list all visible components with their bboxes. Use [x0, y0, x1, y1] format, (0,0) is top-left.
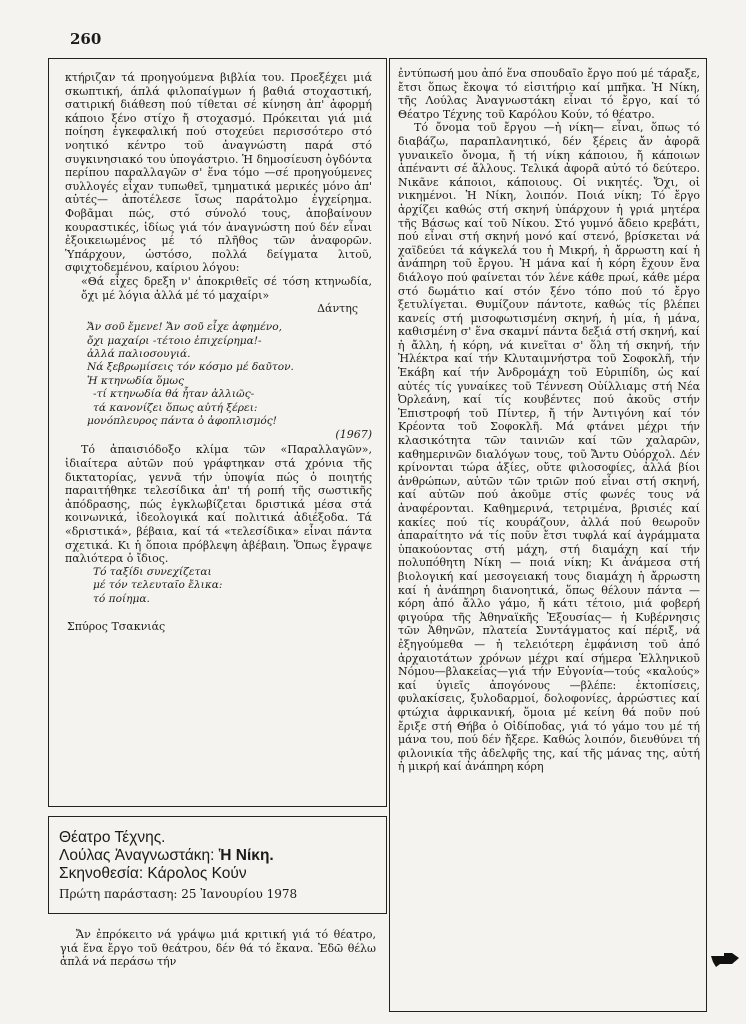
review-paragraph: κτήριζαν τά προηγούμενα βιβλία του. Προεξέχει μιά σκωπτική, άπλά φιλοπαίγμων ή βαθιά στοχαστική, σατιρική διάθεση πού τίθεται σέ κίνηση ἀπ' ἀφορμή κάποιο ξένο στίχο ἤ στοχασμό. Πρόκειται γιά μιά ποίηση ἐγκεφαλική πού στοχεύει περισσότερο στό νοητικό κέντρο τοῦ ἀναγνώστη παρά στό συγκινησιακό του ὑπογάστριο. Ἡ δημοσίευση ὀγδόντα περίπου παραλλαγῶν σ' ἕνα τόμο —σέ προηγούμενες συλλογές εἶχαν τυπωθεῖ, τμηματικά μερικές μόνο ἀπ' αὐτές— ἀποτέλεσε ἴσως παράτολμο ἐγχείρημα. Φοβᾶμαι πώς, στό σύνολό τους, ἀποβαίνουν κουραστικές, ἰδίως γιά τόν ἀναγνώστη πού δέν εἶναι ἐξοικειωμένος μέ τό πλῆθος τῶν ἀναφορῶν. Ὑπάρχουν, ὡστόσο, πολλά δείγματα λιτοῦ, σφιχτοδεμένου, καίριου λόγου: [65, 71, 372, 275]
premiere-date: Πρώτη παράσταση: 25 Ἰανουρίου 1978 [59, 887, 298, 901]
poem [87, 321, 372, 428]
poem-line: ὄχι μαχαίρι -τέτοιο ἐπιχείρημα!- [87, 334, 262, 347]
signature: Σπύρος Τσακνιάς [67, 619, 166, 633]
article-intro: Ἄν ἐπρόκειτο νά γράψω μιά κριτική γιά τό θέατρο, γιά ἕνα ἔργο τοῦ θεάτρου, δέν θά τό ἔκανα. Ἐδῶ θέλω ἁπλά νά περάσω τήν [60, 928, 376, 969]
article-paragraph: ἐντύπωσή μου ἀπό ἕνα σπουδαῖο ἔργο πού μέ τάραξε, ἔτσι ὅπως ἔκοψα τό εἰσιτήριο καί μπῆκα. Ἡ Νίκη, τῆς Λούλας Ἀναγνωστάκη εἶναι τό ἔργο, καί τό Θέατρο Τέχνης τοῦ Καρόλου Κούν, τό θέατρο. [398, 67, 700, 121]
page-number: 260 [70, 30, 102, 48]
theatre-name: Θέατρο Τέχνης. [59, 829, 166, 846]
director: Σκηνοθεσία: Κάρολος Κούν [59, 865, 247, 882]
right-column [389, 58, 707, 1012]
poem-line: τό ποίημα. [93, 592, 150, 605]
poem-line: μέ τόν τελευταῖο ἔλικα: [93, 579, 223, 592]
poem-line: μονόπλευρος πάντα ὁ ἀφοπλισμός! [87, 414, 277, 427]
poem-line: Νά ξεβρωμίσεις τόν κόσμο μέ δαῦτον. [87, 361, 294, 374]
poem-line: τά κανονίζει ὅπως αὐτή ξέρει: [93, 401, 258, 414]
title-box [48, 816, 387, 914]
play-title [59, 847, 376, 865]
poem-line: Ἄν σοῦ ἔμενε! Ἄν σοῦ εἶχε ἀφημένο, [87, 321, 282, 334]
review-box [48, 58, 387, 807]
bottom-left-text [60, 928, 376, 969]
dante-quote: «Θά εἶχες δρεξη ν' ἀποκριθεῖς σέ τόση κτηνωδία, ὄχι μέ λόγια ἀλλά μέ τό μαχαίρι» [81, 274, 372, 302]
poem-line: Ἡ κτηνωδία ὅμως [87, 374, 184, 387]
play-name: Ἡ Νίκη. [218, 847, 274, 864]
poem-line: ἀλλά παλιοσουγιά. [87, 347, 191, 360]
play-author: Λούλας Ἀναγνωστάκη: [59, 847, 219, 864]
closing-paragraph: Τό ἀπαισιόδοξο κλίμα τῶν «Παραλλαγῶν», ἰδιαίτερα αὐτῶν πού γράφτηκαν στά χρόνια τῆς δικτατορίας, γεννᾶ τήν ὑποψία πώς ὁ ποιητής παραιτήθηκε τελεσίδικα ἀπ' τή ροπή τῆς σωστικῆς ἀπόδρασης, πώς ἐγκλωβίζεται δριστικά μέσα στά κοινωνικά, ἰδεολογικά καί πολιτικά ἀδιέξοδα. Τά «δριστικά», βέβαια, καί τά «τελεσίδικα» εἶναι πάντα σχετικά. Κι ἡ ὅποια πρόβλεψη ἀβέβαιη. Ὅπως ἔγραψε παλιότερα ὁ ἴδιος. [65, 443, 372, 566]
short-poem [93, 566, 372, 606]
poem-line: Τό ταξίδι συνεχίζεται [93, 565, 212, 578]
article-paragraph: Τό ὄνομα τοῦ ἔργου —ἡ νίκη— εἶναι, ὅπως τό διαβάζω, παραπλανητικό, δέν ξέρεις ἄν ἀφορᾶ γυναικεῖο ὄνομα, ἤ τή νίκη κάποιου, ἤ κάποιων ἀπέναντι σέ ἄλλους. Τελικά ἀφορᾶ αὐτό τό δεύτερο. Νικᾶνε κάποιοι, κάποιους. Οἱ νικητές. Ὄχι, οἱ νικημένοι. Ἡ Νίκη, λοιπόν. Ποιά νίκη; Τό ἔργο ἀρχίζει καθώς στή σκηνή ὑπάρχουν ἡ γριά μητέρα τῆς Βάσως καί τοῦ Νίκου. Στό γυμνό ἄδειο κρεβάτι, πού εἶναι στή σκηνή μονό καί στενό, βρίσκεται νά χαϊδεύει τά κάγκελά του ἡ Μικρή, ἡ ἄρρωστη καί ἡ ἀνάπηρη τοῦ ἔργου. Ἡ μάνα καί ἡ κόρη ἔχουν ἕνα διάλογο πού φαίνεται τόν λένε κάθε πρωί, κάθε μέρα στό δωμάτιο καί στόν ξένο τόπο πού τό ἔργο ξετυλίγεται. Θυμίζουν πάντοτε, καθώς τίς βλέπει κανείς στή μισοφωτισμένη σκηνή, ἡ μία, ἡ μάνα, καθισμένη σ' ἕνα σκαμνί πάντα δεξιά στή σκηνή, καί ἡ ἄλλη, ἡ κόρη, νά κινεῖται σ' ὅλη τή σκηνή, τήν Ἠλέκτρα καί τήν Κλυταιμνήστρα τοῦ Σοφοκλῆ, τήν Ἑκάβη καί τήν Ἀνδρομάχη τοῦ Εὐριπίδη, ὡς καί αὐτές τίς γυναίκες τοῦ Τέννεση Οὐίλλιαμς στή Νέα Ὀρλεάνη, καί τίς κουβέντες πού ἀκοῦς στήν Ἐπιστροφή τοῦ Πίντερ, ἤ τήν Ἀντιγόνη καί τόν Κρέοντα τοῦ Σοφοκλῆ. Μά φτάνει μέχρι τήν κλασικότητα τῶν ταινιῶν καί τῶν χαλαρῶν, καθημερινῶν διαλόγων τους, τοῦ Ἄντυ Οὐόρχολ. Δέν κρίνονται τώρα ἀξίες, οὔτε φιλοσοφίες, ἀλλά βίοι ἀνθρώπων, αὐτῶν τῶν τριῶν πού εἶναι στή σκηνή, καί αὐτῶν πού ἀκοῦμε στίς φωνές τους νά ἀναφέρονται. Καθημερινά, τετριμένα, βρισιές καί κακίες πού τίς κουράζουν, ἀλλά πού θεωροῦν ἀπαραίτητο νά τίς ποῦν ἔτσι τυφλά καί ἀγράμματα ὑπακούοντας στή μάχη, στή διαμάχη καί τήν πολυπόθητη Νίκη — ποιά νίκη; Κι ἀνάμεσα στή βιολογική καί μεσογειακή τους διαμάχη ἡ ἄρρωστη καί ἡ ἀνάπηρη διανοητικά, ὅπως θέλουν πάντα —κόρη ἀπό ἄλλο γάμο, ἤ κάτι τέτοιο, μιά φοβερή φιγούρα τῆς Ἀθηναϊκῆς Ἐξουσίας— ἡ Κυβέρνησις τῶν Ἀθηνῶν, πλατεία Συντάγματος καί πέριξ, νά ἐξηγούμεθα — ἡ τελειότερη ἐμφάνιση τοῦ ἀπό ἀρχαιοτάτων χρόνων μέχρι καί σήμερα Ἑλληνικοῦ Νόμου—βλακείας—γιά τήν Εὐγονία—τούς «καλούς» καί ὑγιεῖς ἀπογόνους —βλέπε: ἐκτοπίσεις, φυλακίσεις, ξυλοδαρμοί, δολοφονίες, ἀρρώστιες καί φτώχια ἀφρικανική, ὅμοια μέ κείνη θά ποῦν πού ἔριξε στή Θήβα ὁ Οἰδίποδας, γιά τό γάμο του μέ τή μάνα του, πού δέν ἤξερε. Καθώς λοιπόν, διευθύνει τή φιλονικία τῆς ἀδελφῆς της, καί τῆς μάνας της, αὐτή ἡ μικρή καί ἀνάπηρη κόρη [398, 121, 700, 774]
dante-attribution: Δάντης [317, 302, 358, 316]
poem-year: (1967) [335, 428, 372, 442]
pointing-hand-icon [710, 950, 740, 968]
poem-line: -τί κτηνωδία θά ἦταν ἀλλιῶς- [93, 388, 255, 401]
